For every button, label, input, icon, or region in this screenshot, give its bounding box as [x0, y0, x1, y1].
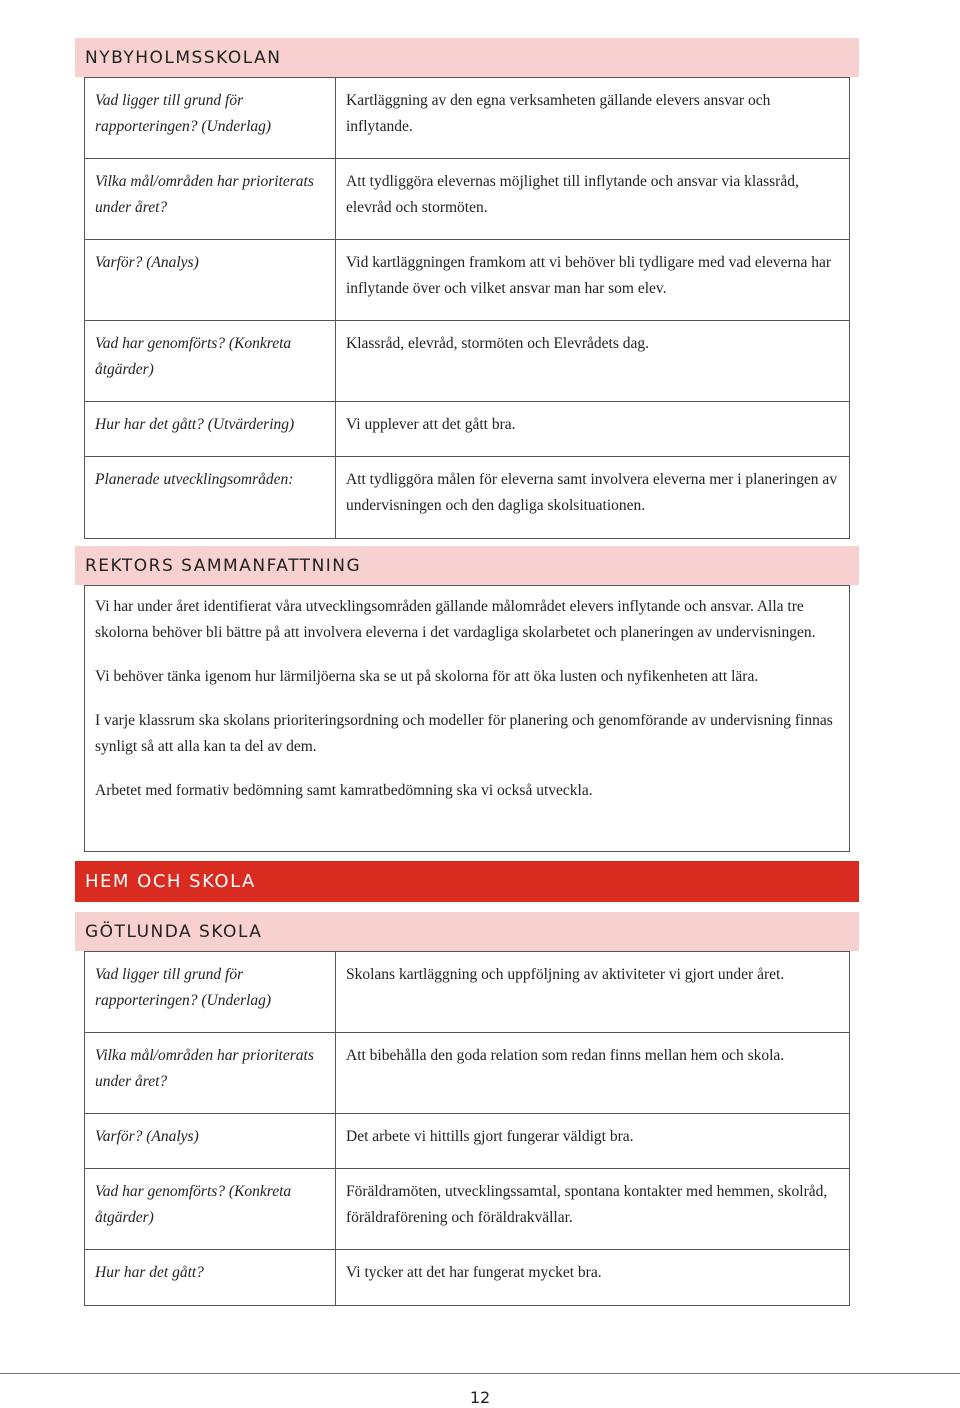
section-header-hem-och-skola: HEM OCH SKOLA [75, 861, 859, 902]
table-row [85, 159, 850, 240]
table-row [85, 1114, 850, 1169]
question-cell: Vad har genomförts? (Konkreta åtgärder) [85, 1169, 336, 1250]
answer-cell: Kartläggning av den egna verksamheten gällande elevers ansvar och inflytande. [336, 78, 850, 159]
section-header-gotlunda-skola: GÖTLUNDA SKOLA [75, 912, 859, 951]
table-row [85, 1250, 850, 1306]
summary-paragraph: Vi har under året identifierat våra utvecklingsområden gällande målområdet elevers inflytande och ansvar. Alla tre skolorna behöver bli bättre på att involvera eleverna i det vardagliga skolarbetet och planeringen av undervisningen. [95, 598, 816, 641]
report-table-nybyholmsskolan [84, 77, 850, 539]
table-row [85, 240, 850, 321]
page-number: 12 [469, 1388, 491, 1407]
section-header-nybyholmsskolan: NYBYHOLMSSKOLAN [75, 38, 859, 77]
answer-cell: Vi upplever att det gått bra. [336, 402, 850, 457]
table-row [85, 457, 850, 539]
table-row [85, 402, 850, 457]
question-cell: Vilka mål/områden har prioriterats under året? [85, 159, 336, 240]
table-row [85, 1169, 850, 1250]
answer-cell: Att bibehålla den goda relation som redan finns mellan hem och skola. [336, 1033, 850, 1114]
question-cell: Vad har genomförts? (Konkreta åtgärder) [85, 321, 336, 402]
footer-divider [0, 1373, 960, 1374]
answer-cell: Vid kartläggningen framkom att vi behöver bli tydligare med vad eleverna har inflytande över och vilket ansvar man har som elev. [336, 240, 850, 321]
answer-cell: Det arbete vi hittills gjort fungerar väldigt bra. [336, 1114, 850, 1169]
table-row [85, 321, 850, 402]
question-cell: Hur har det gått? [85, 1250, 336, 1306]
table-row [85, 952, 850, 1033]
answer-cell: Att tydliggöra målen för eleverna samt involvera eleverna mer i planeringen av undervisningen och den dagliga skolsituationen. [336, 457, 850, 539]
section-header-rektors-sammanfattning: REKTORS SAMMANFATTNING [75, 546, 859, 585]
answer-cell: Skolans kartläggning och uppföljning av aktiviteter vi gjort under året. [336, 952, 850, 1033]
question-cell: Vad ligger till grund för rapporteringen? (Underlag) [85, 952, 336, 1033]
report-table-gotlunda-skola [84, 951, 850, 1306]
summary-paragraph: Arbetet med formativ bedömning samt kamratbedömning ska vi också utveckla. [95, 782, 593, 799]
summary-paragraph: Vi behöver tänka igenom hur lärmiljöerna ska se ut på skolorna för att öka lusten och nyfikenheten att lära. [95, 668, 759, 685]
answer-cell: Vi tycker att det har fungerat mycket bra. [336, 1250, 850, 1306]
question-cell: Varför? (Analys) [85, 1114, 336, 1169]
answer-cell: Klassråd, elevråd, stormöten och Elevrådets dag. [336, 321, 850, 402]
question-cell: Planerade utvecklingsområden: [85, 457, 336, 539]
answer-cell: Föräldramöten, utvecklingssamtal, spontana kontakter med hemmen, skolråd, föräldraförening och föräldrakvällar. [336, 1169, 850, 1250]
question-cell: Hur har det gått? (Utvärdering) [85, 402, 336, 457]
summary-paragraph: I varje klassrum ska skolans prioriteringsordning och modeller för planering och genomförande av undervisning finnas synligt så att alla kan ta del av dem. [95, 712, 833, 755]
table-row [85, 1033, 850, 1114]
question-cell: Vilka mål/områden har prioriterats under året? [85, 1033, 336, 1114]
question-cell: Vad ligger till grund för rapporteringen? (Underlag) [85, 78, 336, 159]
table-row [85, 78, 850, 159]
answer-cell: Att tydliggöra elevernas möjlighet till inflytande och ansvar via klassråd, elevråd och stormöten. [336, 159, 850, 240]
summary-box [84, 585, 850, 852]
question-cell: Varför? (Analys) [85, 240, 336, 321]
